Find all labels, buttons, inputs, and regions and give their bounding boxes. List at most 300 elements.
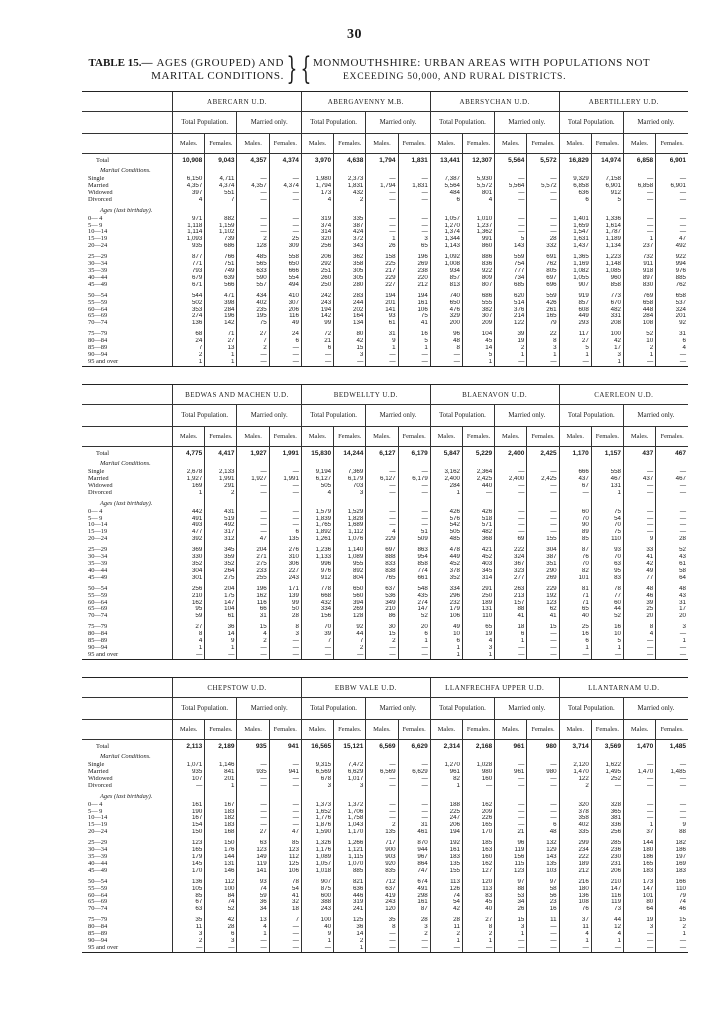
table-cell: 559 [527,293,559,300]
table-cell: 194 [301,307,333,314]
table-cell: 15 [366,631,398,638]
table-cell: 160 [462,776,494,783]
table-cell: — [366,359,398,366]
table-cell: 388 [301,899,333,906]
table-cell: 5,229 [462,447,494,462]
table-cell [559,461,591,469]
row-label-text: 30—34 [88,554,108,561]
table-cell [173,168,205,176]
table-cell: 164 [334,313,366,320]
table-cell: 3 [591,352,623,359]
males-header: Males. [430,427,462,447]
table-cell: 637 [366,586,398,593]
table-cell: 1,148 [591,261,623,268]
table-cell: 6 [559,197,591,204]
table-cell: — [495,809,527,816]
table-cell: — [237,509,269,516]
table-cell: — [237,815,269,822]
corner-cell [82,405,173,427]
table-cell: 1,102 [205,229,237,236]
table-cell: 3,714 [559,740,591,755]
corner-cell [82,698,173,720]
table-cell: 40 [559,613,591,620]
table-cell: — [237,229,269,236]
table-cell: 11 [527,917,559,924]
table-cell: 208 [591,320,623,327]
table-cell: 106 [269,868,301,875]
table-cell: — [366,783,398,790]
table-cell: 113 [462,886,494,893]
table-cell: 2 [334,197,366,204]
table-cell: — [398,216,430,223]
table-cell: — [656,190,688,197]
table-cell: 941 [269,769,301,776]
age-group-row [82,815,688,822]
table-cell: 119 [237,861,269,868]
females-header: Females. [591,720,623,740]
table-cell: 374 [301,223,333,230]
table-cell: 229 [366,275,398,282]
table-cell: 241 [334,906,366,913]
table-cell: 146 [205,868,237,875]
table-cell: 1 [430,490,462,497]
table-cell: — [495,229,527,236]
table-cell: 9,194 [301,469,333,476]
table-cell: 1,980 [301,176,333,183]
table-cell: 1 [398,638,430,645]
row-label [82,740,173,755]
table-cell: — [527,197,559,204]
table-cell: — [527,229,559,236]
table-cell: 217 [366,268,398,275]
table-cell: — [269,783,301,790]
table-cell: 7,472 [334,762,366,769]
table-cell: 452 [430,561,462,568]
table-cell: — [623,223,655,230]
table-cell: 179 [430,606,462,613]
table-cell: 4 [462,638,494,645]
row-label-text: Ages (last birthday). [100,207,153,214]
table-cell: 650 [334,586,366,593]
table-cell: — [495,190,527,197]
table-cell: 576 [430,516,462,523]
table-cell: 7,387 [430,176,462,183]
row-label-text: 60—64 [88,892,108,899]
table-cell: — [301,652,333,659]
table-cell: 358 [559,815,591,822]
table-cell: 440 [462,483,494,490]
table-cell: 2,400 [430,476,462,483]
table-cell: — [495,652,527,659]
table-cell [495,168,527,176]
table-cell: 47 [656,236,688,243]
table-cell: 961 [495,769,527,776]
table-cell [624,501,656,509]
table-cell: 336 [591,822,623,829]
table-cell [624,754,656,762]
males-header: Males. [495,427,527,447]
table-cell: 60 [591,600,623,607]
table-cell: 1,093 [173,236,205,243]
table-cell: 6,127 [301,476,333,483]
row-label [82,529,173,536]
males-header: Males. [559,134,591,154]
table-cell: — [656,522,688,529]
table-cell: 1,579 [301,509,333,516]
table-cell: 196 [398,254,430,261]
table-cell: 2 [559,783,591,790]
table-cell: — [366,176,398,183]
row-label [82,223,173,230]
table-cell: 1 [173,645,205,652]
table-cell: 16 [527,906,559,913]
table-cell: 147 [205,600,237,607]
table-cell: 31 [656,331,688,338]
table-cell: 165 [462,822,494,829]
table-cell: 1,365 [559,254,591,261]
table-cell: 105 [173,886,205,893]
table-cell: 188 [430,802,462,809]
row-label [82,352,173,359]
table-cell: — [237,516,269,523]
table-cell: 493 [173,522,205,529]
table-cell: 65 [462,624,494,631]
table-cell: 4,357 [237,183,269,190]
table-cell: 1 [237,931,269,938]
total-population-header: Total Population. [173,112,237,134]
row-label [82,300,173,307]
table-cell: 284 [430,483,462,490]
age-group-row [82,254,688,261]
table-cell: 108 [559,899,591,906]
table-cell: 6,127 [366,447,398,462]
table-cell: 52 [398,613,430,620]
table-cell: 13 [205,345,237,352]
table-cell: 345 [205,547,237,554]
table-cell: 144 [205,854,237,861]
table-cell: 394 [334,600,366,607]
table-cell: 448 [623,307,655,314]
table-cell: — [366,223,398,230]
table-cell: 1,706 [334,809,366,816]
table-cell: 108 [623,320,655,327]
table-cell: 280 [334,282,366,289]
table-cell: 88 [495,886,527,893]
table-cell: — [495,516,527,523]
table-cell: 97 [527,879,559,886]
table-cell: 907 [559,282,591,289]
table-cell: — [624,776,656,783]
table-cell: 1,991 [269,447,301,462]
table-cell: 162 [237,593,269,600]
table-cell: — [398,190,430,197]
table-cell: 4,711 [205,176,237,183]
row-label [82,593,173,600]
table-cell: — [495,359,527,366]
table-cell: 1 [462,938,494,945]
table-cell [334,461,366,469]
marital-heading-row [82,754,688,762]
table-cell: 20 [624,613,656,620]
table-cell: 87 [559,547,591,554]
table-cell: 7 [173,345,205,352]
table-cell: 183 [205,809,237,816]
table-cell [656,794,688,802]
table-cell: 4 [301,197,333,204]
table-cell: 9 [656,822,688,829]
table-cell: 110 [656,886,688,893]
age-group-row [82,645,688,652]
table-cell: 260 [301,275,333,282]
table-cell: 319 [301,216,333,223]
males-header: Males. [366,134,398,154]
age-group-row [82,879,688,886]
table-cell: 4,374 [269,183,301,190]
table-cell: 15 [495,917,527,924]
table-block-2 [82,384,688,660]
table-cell: 21 [301,338,333,345]
females-header: Females. [205,427,237,447]
table-cell: 918 [623,268,655,275]
marital-row-widowed [82,483,688,490]
table-cell [398,794,430,802]
table-cell: 435 [398,593,430,600]
table-cell: 48 [430,338,462,345]
table-cell: 897 [623,275,655,282]
females-header: Females. [591,134,623,154]
table-cell: 911 [623,261,655,268]
table-cell: 432 [334,190,366,197]
row-label [82,307,173,314]
row-label-text: 45—49 [88,867,108,874]
table-cell: — [656,509,688,516]
row-label [82,261,173,268]
table-cell: 980 [527,769,559,776]
table-cell: 96 [495,840,527,847]
table-cell: 128 [334,613,366,620]
table-cell: 4,374 [269,154,301,169]
table-cell: 2,425 [527,447,559,462]
table-cell: — [591,652,623,659]
table-cell: 9 [205,638,237,645]
table-cell: 110 [591,536,623,543]
table-cell: 437 [559,476,591,483]
table-cell: — [366,352,398,359]
total-population-header: Total Population. [430,405,494,427]
table-cell: 48 [656,586,688,593]
table-cell: — [398,509,430,516]
age-group-row [82,223,688,230]
table-cell: — [527,483,559,490]
table-cell: 40 [301,924,333,931]
table-cell: 158 [366,254,398,261]
row-label-text: 25—29 [88,254,108,261]
table-cell: 142 [205,320,237,327]
table-cell: 190 [173,809,205,816]
age-group-row [82,293,688,300]
table-cell: 229 [527,586,559,593]
table-cell: 42 [334,338,366,345]
table-cell: 196 [205,313,237,320]
table-cell: — [495,945,527,952]
row-label-text: 95 and over [88,944,119,951]
table-cell: 3,970 [301,154,333,169]
table-cell: 334 [301,606,333,613]
table-cell: 6 [269,529,301,536]
row-label [82,754,173,762]
table-cell: 88 [495,606,527,613]
row-label [82,338,173,345]
table-cell: 1,991 [205,476,237,483]
table-cell: — [269,352,301,359]
row-label-text: Widowed [88,482,113,489]
table-cell [205,794,237,802]
table-cell: 1,373 [301,802,333,809]
row-label-text: 85—89 [88,638,108,645]
table-cell: — [366,490,398,497]
table-title-right [313,57,673,83]
table-cell: 194 [430,829,462,836]
table-cell: 250 [301,282,333,289]
table-cell: 2,364 [462,469,494,476]
table-cell: — [269,815,301,822]
table-cell: 252 [591,776,623,783]
table-cell: 250 [462,593,494,600]
table-cell: 23 [527,899,559,906]
table-cell: 90 [559,522,591,529]
table-cell: 232 [430,600,462,607]
age-group-row [82,809,688,816]
table-cell: 352 [173,561,205,568]
table-cell: 437 [624,447,656,462]
row-label [82,554,173,561]
age-group-row [82,638,688,645]
table-cell: 13,441 [430,154,462,169]
table-cell: — [495,490,527,497]
table-cell: 571 [462,522,494,529]
table-cell: 162 [173,600,205,607]
table-cell: 766 [205,254,237,261]
table-cell: 185 [462,840,494,847]
table-cell: 9 [624,536,656,543]
table-cell: 86 [366,613,398,620]
table-cell: 285 [591,840,623,847]
table-cell: 229 [366,536,398,543]
row-label-text: 85—89 [88,345,108,352]
row-label [82,815,173,822]
table-cell: 1 [623,352,655,359]
row-label [82,606,173,613]
row-label-text: Single [88,469,105,475]
table-cell: 80 [624,899,656,906]
table-cell: 35 [366,917,398,924]
table-cell: 1,146 [205,762,237,769]
row-label-text: 55—59 [88,592,108,599]
table-cell: 1,008 [430,261,462,268]
table-cell: 367 [495,561,527,568]
table-cell: — [624,931,656,938]
table-cell: 74 [205,899,237,906]
table-cell: — [366,762,398,769]
table-cell [495,461,527,469]
age-group-row [82,624,688,631]
table-cell: 6 [430,638,462,645]
table-cell: 72 [301,331,333,338]
row-label-text: 65—69 [88,313,108,320]
table-cell: 3 [656,624,688,631]
table-cell: 2 [623,345,655,352]
table-cell: 194 [366,293,398,300]
row-label-text: 45—49 [88,281,108,288]
table-cell: 41 [495,613,527,620]
table-cell: — [527,924,559,931]
table-cell: 202 [334,307,366,314]
table-cell: 71 [559,593,591,600]
table-cell: 368 [462,536,494,543]
table-cell: — [656,631,688,638]
row-label-text: 5— 9 [88,808,103,815]
table-cell: 2 [495,345,527,352]
row-label-text: 10—14 [88,522,108,529]
table-cell: 256 [301,243,333,250]
table-cell: 304 [173,568,205,575]
table-cell: 4 [366,529,398,536]
row-label-text: 5— 9 [88,515,103,522]
table-cell: 11 [559,924,591,931]
table-cell: 658 [623,300,655,307]
table-cell: — [495,223,527,230]
table-cell: 1 [591,359,623,366]
table-cell: 1 [173,359,205,366]
table-cell: — [269,762,301,769]
table-cell: 6,150 [173,176,205,183]
females-header: Females. [656,134,688,154]
table-cell: 120 [366,906,398,913]
table-cell: 636 [559,190,591,197]
table-cell: 2 [398,931,430,938]
table-cell: 5,564 [495,154,527,169]
table-cell: 131 [462,606,494,613]
table-cell: 1 [495,931,527,938]
table-cell: 431 [205,509,237,516]
table-cell: 2 [173,352,205,359]
marital-row-widowed [82,190,688,197]
area-header: ABERSYCHAN U.D. [430,92,559,112]
table-cell: 10,908 [173,154,205,169]
females-header: Females. [398,720,430,740]
table-cell: 96 [430,331,462,338]
table-cell: 1,076 [334,536,366,543]
table-cell: 477 [173,529,205,536]
table-cell: 78 [269,879,301,886]
row-label [82,282,173,289]
table-cell: 125 [269,861,301,868]
table-cell: 551 [205,190,237,197]
table-cell: 7 [301,638,333,645]
table-cell: — [398,809,430,816]
table-cell: 922 [462,268,494,275]
table-cell: 1,070 [334,861,366,868]
table-cell: 150 [205,840,237,847]
table-cell [527,168,559,176]
table-cell: 6,858 [623,183,655,190]
table-cell: 256 [173,586,205,593]
table-cell: 1,089 [334,554,366,561]
table-cell [398,208,430,216]
table-cell [237,208,269,216]
table-cell: 66 [237,606,269,613]
table-cell: — [269,490,301,497]
